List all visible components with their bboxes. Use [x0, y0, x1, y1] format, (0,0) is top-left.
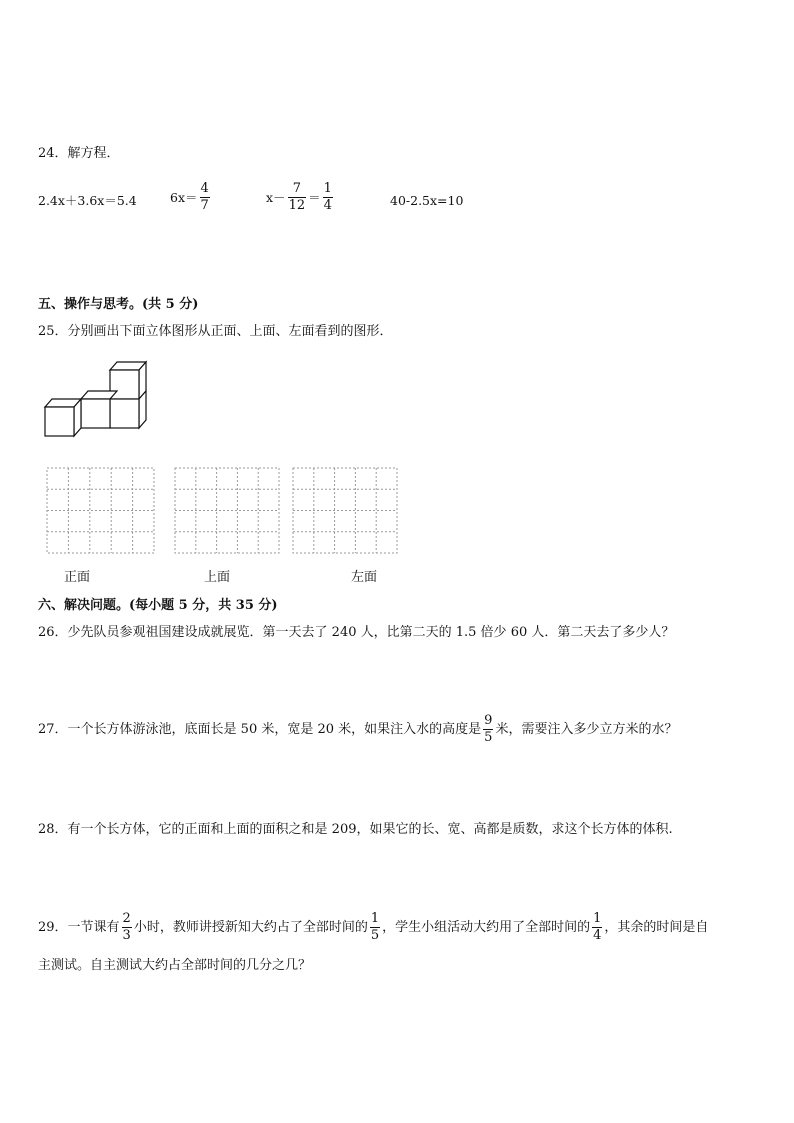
q27-after: 米，需要注入多少立方米的水？ [495, 721, 678, 737]
q29-part1: 29．一节课有 [38, 919, 120, 935]
label-left-view: 左面 [351, 570, 378, 585]
eq3-denominator-2: 4 [323, 198, 332, 213]
section6-title: 六、解决问题。(每小题 5 分，共 35 分) [38, 598, 278, 613]
q29-numerator-2: 1 [370, 911, 380, 926]
q29-fraction-2 [370, 911, 380, 944]
q29-fraction-1 [122, 911, 132, 944]
cube-figure [40, 358, 155, 440]
q27-denominator: 5 [484, 730, 493, 745]
eq3-fraction-2 [323, 181, 333, 214]
eq3-fraction-1 [288, 181, 307, 214]
q29-numerator-1: 2 [122, 911, 131, 926]
eq2-fraction [200, 181, 210, 214]
q27-fraction [483, 713, 493, 746]
eq3-prefix: x－ [266, 189, 286, 205]
q27-before: 27．一个长方体游泳池，底面长是 50 米，宽是 20 米，如果注入水的高度是 [38, 721, 482, 737]
label-front-view: 正面 [64, 570, 91, 585]
q24-equation-4: 40-2.5x=10 [390, 193, 464, 208]
q29-line2: 主测试。自主测试大约占全部时间的几分之几？ [38, 958, 312, 973]
q25-text: 25．分别画出下面立体图形从正面、上面、左面看到的图形． [38, 324, 393, 339]
cube-left-front [45, 407, 74, 436]
grid-top-view[interactable] [174, 467, 281, 555]
q29-part3: ，学生小组活动大约用了全部时间的 [382, 919, 591, 935]
grid-front-view[interactable] [46, 467, 156, 555]
q29-part4: ，其余的时间是自 [604, 919, 709, 935]
q29-part2: 小时，教师讲授新知大约占了全部时间的 [133, 919, 368, 935]
q24-equation-3 [266, 181, 335, 214]
cube-middle-front [81, 399, 110, 428]
cube-middle-top-face [81, 391, 117, 399]
q29-denominator-1: 3 [122, 928, 131, 943]
q26-text: 26．少先队员参观祖国建设成就展览．第一天去了 240 人，比第二天的 1.5 倍少 60 人．第二天去了多少人？ [38, 625, 675, 640]
eq2-denominator: 7 [200, 198, 209, 213]
section5-title: 五、操作与思考。(共 5 分) [38, 297, 199, 312]
q29-line1 [38, 911, 708, 944]
eq2-prefix: 6x＝ [170, 189, 198, 205]
eq3-numerator-2: 1 [323, 181, 332, 196]
q24-equation-2 [170, 181, 212, 214]
q24-equation-1: 2.4x＋3.6x＝5.4 [38, 193, 137, 208]
eq3-equals: ＝ [308, 189, 321, 205]
label-top-view: 上面 [204, 570, 231, 585]
q24-title: 24．解方程． [38, 146, 120, 161]
eq2-numerator: 4 [200, 181, 209, 196]
eq3-denominator-1: 12 [288, 198, 306, 213]
grid-left-view[interactable] [292, 467, 399, 555]
q27-numerator: 9 [484, 713, 493, 728]
q29-fraction-3 [592, 911, 602, 944]
cube-right-front [110, 399, 139, 428]
q28-text: 28．有一个长方体，它的正面和上面的面积之和是 209，如果它的长、宽、高都是质数，求这个长方体的体积. [38, 822, 673, 837]
eq3-numerator-1: 7 [292, 181, 301, 196]
q29-denominator-2: 5 [370, 928, 380, 943]
q27-text [38, 713, 677, 746]
q29-denominator-3: 4 [593, 928, 602, 943]
q29-numerator-3: 1 [593, 911, 602, 926]
